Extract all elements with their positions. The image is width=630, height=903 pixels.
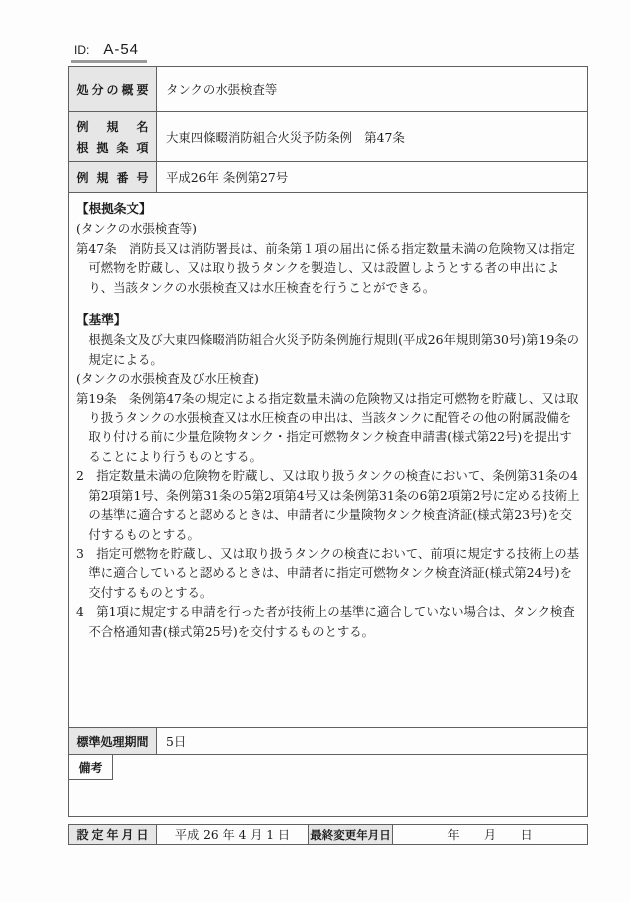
article-47: 第47条 消防長又は消防署長は、前条第１項の届出に係る指定数量未満の危険物又は指定可燃物を貯蔵し、又は取り扱うタンクを製造し、又は設置しようとする者の申出により、当該タンクの水張検査又は水圧検査を行うことができる。 [76,240,576,295]
section-spacer [76,297,581,311]
rule-19-item-4: 4 第1項に規定する申請を行った者が技術上の基準に適合していない場合は、タンク検査不合格通知書(様式第25号)を交付するものとする。 [76,604,575,639]
reiki-name-value: 大東四條畷消防組合火災予防条例 第47条 [166,129,405,145]
set-date-label: 設定年月日 [76,828,149,842]
last-modified-label: 最終変更年月日 [309,825,393,844]
kijun-intro: 根拠条文及び大東四條畷消防組合火災予防条例施行規則(平成26年規則第30号)第19条の規定による。 [88,332,580,367]
rule-19-item-1: 第19条 条例第47条の規定による指定数量未満の危険物又は指定可燃物を貯蔵し、又は取り扱うタンクの水張検査又は水圧検査の申出は、当該タンクに配管その他の附属設備を取り付ける前に少量危険物タンク・指定可燃物タンク検査申請書(様式第22号)を提出することにより行うものとする。 [76,390,579,464]
reiki-name-label-line2: 根拠条項 [76,140,149,155]
rule-19-item-3: 3 指定可燃物を貯蔵し、又は取り扱うタンクの検査において、前項に規定する技術上の基準に適合していると認めるときは、申請者に指定可燃物タンク検査済証(様式第24号)を交付するものとする。 [76,545,580,600]
summary-label: 処分の概要 [76,82,149,97]
section-heading-konkyo: 【根拠条文】 [76,202,152,216]
last-modified-value: 年 月 日 [447,828,533,842]
processing-period-label-cell [69,728,157,754]
reiki-name-label-cell [69,112,157,161]
set-date-label-cell [69,825,157,844]
row-summary [69,67,587,112]
processing-period-value: 5日 [166,734,187,749]
rule-19-item-2: 2 指定数量未満の危険物を貯蔵し、又は取り扱うタンクの検査において、条例第31条の4第2項第1号、条例第31条の5第2項第4号又は条例第31条の6第2項第2号に定める技術上の基準に適合すると認めるときは、申請者に少量険物タンク検査済証(様式第23号)を交付するものとする。 [76,468,580,542]
section-heading-kijun: 【基準】 [76,313,127,328]
row-reiki-number [69,162,587,193]
article-subtitle: (タンクの水張検査等) [76,221,197,237]
id-underline [71,60,147,63]
row-reiki-name [69,112,587,162]
remarks-cell [69,755,587,816]
processing-period-label: 標準処理期間 [76,734,149,749]
remarks-label: 備考 [78,760,103,775]
reiki-number-label-cell [69,162,157,192]
remarks-label-box [69,755,113,780]
summary-value: タンクの水張検査等 [166,82,278,97]
row-processing-period [69,728,587,755]
rule-subtitle: (タンクの水張検査及び水圧検査) [76,371,259,387]
document-id [74,41,139,58]
reiki-number-value: 平成26年 条例第27号 [166,170,289,185]
set-date-value: 平成 26 年 4 月 1 日 [157,825,309,844]
id-value: A-54 [103,41,140,58]
article-body [69,193,587,728]
reiki-number-label: 例規番号 [76,170,149,185]
id-label: ID: [74,43,90,57]
main-table [68,66,588,817]
date-table [68,824,588,845]
summary-label-cell [69,67,157,111]
reiki-name-label-line1: 例規名 [76,119,149,134]
